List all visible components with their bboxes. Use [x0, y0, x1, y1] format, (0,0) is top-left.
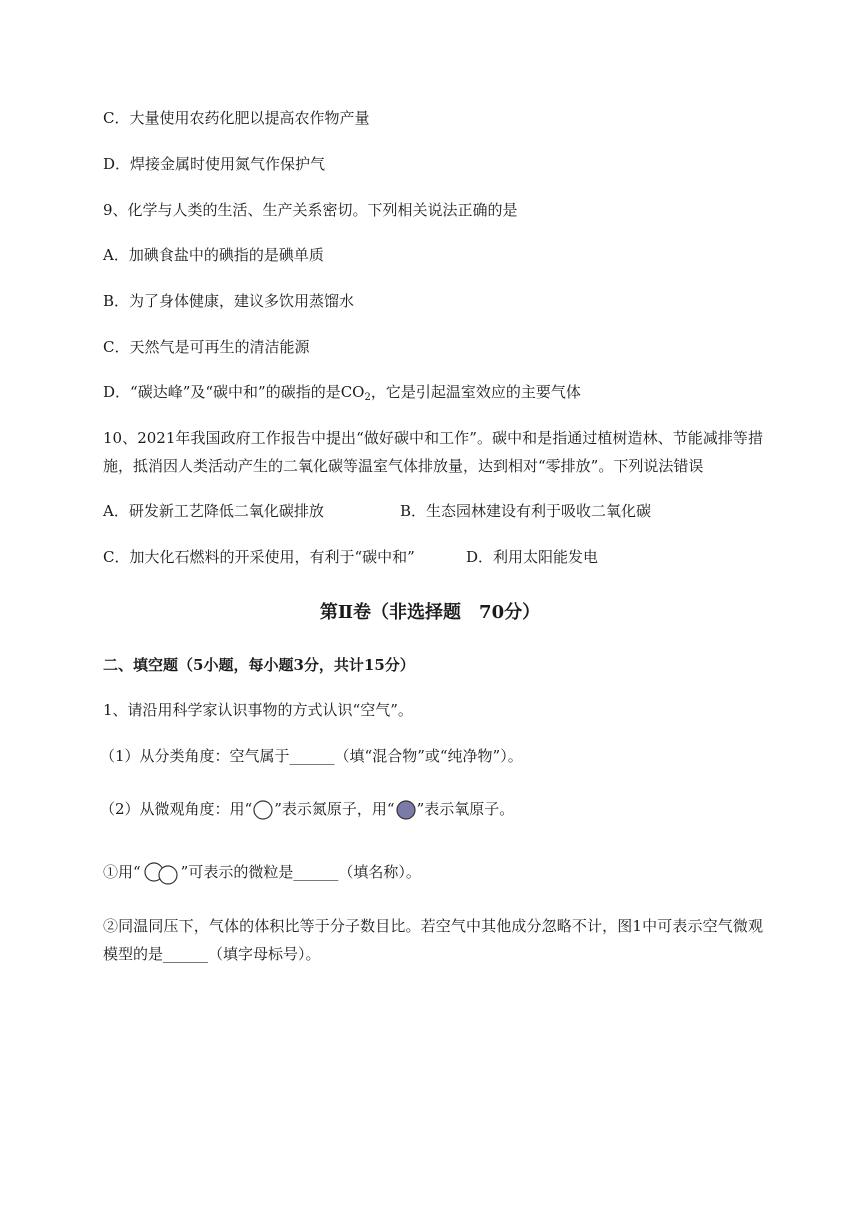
q10-option-b: B．生态园林建设有利于吸收二氧化碳	[400, 502, 652, 520]
q9-option-d-text-pre: D．“碳达峰”及“碳中和”的碳指的是CO	[103, 383, 365, 401]
nitrogen-atom-icon	[252, 799, 274, 821]
q10-option-d: D．利用太阳能发电	[466, 548, 599, 566]
oxygen-atom-icon	[395, 799, 417, 821]
fill1-sub2-text-b: ”表示氮原子，用“	[274, 800, 395, 818]
fill1-item1-text-a: ①用“	[103, 863, 141, 881]
q8-option-d: D．焊接金属时使用氮气作保护气	[103, 155, 326, 173]
q9-option-a: A．加碘食盐中的碘指的是碘单质	[103, 246, 324, 264]
q9-option-b: B．为了身体健康，建议多饮用蒸馏水	[103, 292, 355, 310]
fill1-stem: 1、请沿用科学家认识事物的方式认识“空气”。	[103, 701, 413, 719]
fill1-sub2	[100, 795, 514, 823]
q10-option-c: C．加大化石燃料的开采使用，有利于“碳中和”	[103, 548, 415, 566]
q9-option-c: C．天然气是可再生的清洁能源	[103, 338, 310, 356]
fill1-sub2-text-c: ”表示氧原子。	[416, 800, 515, 818]
part-two-heading: 第Ⅱ卷（非选择题 70分）	[319, 602, 541, 623]
q9-stem: 9、化学与人类的生活、生产关系密切。下列相关说法正确的是	[103, 201, 518, 219]
fill1-item1-text-b: ”可表示的微粒是______（填名称）。	[180, 863, 421, 881]
q10-option-a: A．研发新工艺降低二氧化碳排放	[103, 502, 324, 520]
section-heading: 二、填空题（5小题，每小题3分，共计15分）	[103, 656, 415, 674]
nitrogen-molecule-icon	[141, 861, 181, 885]
fill1-sub1: （1）从分类角度：空气属于______（填“混合物”或“纯净物”）。	[100, 747, 523, 765]
q8-option-c: C．大量使用农药化肥以提高农作物产量	[103, 109, 370, 127]
q9-option-d	[103, 382, 581, 408]
q10-stem: 10、2021年我国政府工作报告中提出“做好碳中和工作”。碳中和是指通过植树造林、节能减排等措施，抵消因人类活动产生的二氧化碳等温室气体排放量，达到相对“零排放”。下列说法错误	[103, 429, 763, 475]
q9-option-d-text-post: ，它是引起温室效应的主要气体	[370, 383, 581, 401]
fill1-sub2-text-a: （2）从微观角度：用“	[100, 800, 253, 818]
co2-subscript: 2	[364, 392, 371, 403]
fill1-item2: ②同温同压下，气体的体积比等于分子数目比。若空气中其他成分忽略不计，图1中可表示空气微观模型的是______（填字母标号）。	[103, 917, 763, 963]
fill1-item1	[103, 858, 421, 886]
